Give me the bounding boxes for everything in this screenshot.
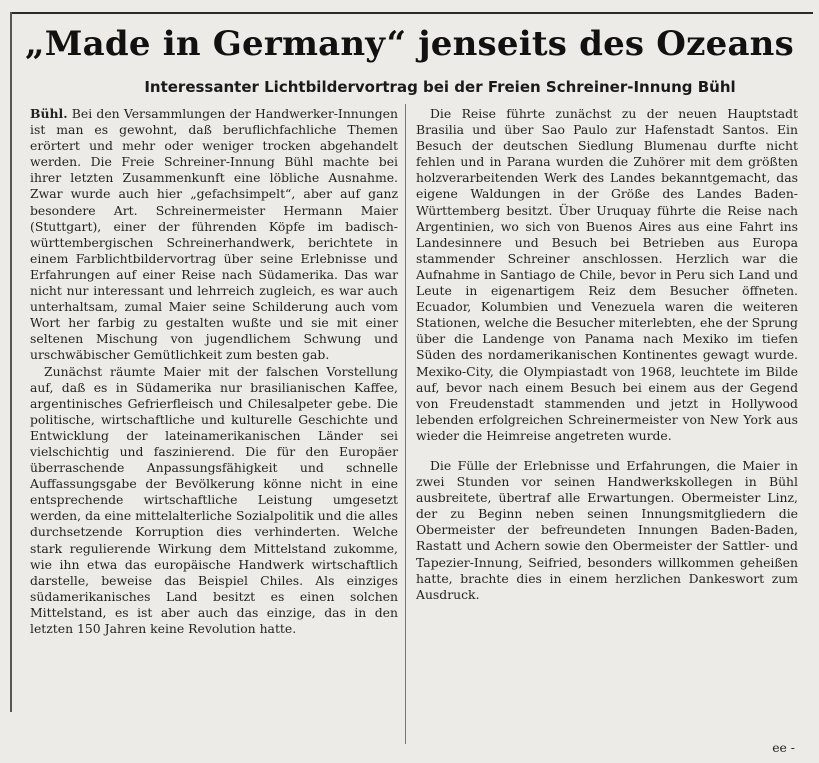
left-paragraph-1-text: Bei den Versammlungen der Handwerker-Innungen ist man es gewohnt, daß beruflichfachliche Themen erörtert und mehr oder weniger trocken abgehandelt werden. Die Freie Schreiner-Innung Bühl machte bei ihrer letzten Zusammenkunft eine löbliche Ausnahme. Zwar wurde auch hier „gefachsimpelt“, aber auf ganz besondere Art. Schreinermeister Hermann Maier (Stuttgart), einer der führenden Köpfe im badisch-württembergischen Schreinerhandwerk, berichtete in einem Farblichtbildervortrag über seine Erlebnisse und Erfahrungen auf einer Reise nach Südamerika. Das war nicht nur interessant und lehrreich zugleich, es war auch unterhaltsam, zumal Maier seine Schilderung auch vom Wort her farbig zu gestalten wußte und sie mit einer seltenen Mischung von jugendlichem Schwung und urschwäbischer Gemütlichkeit zum besten gab. <box>30 106 398 363</box>
top-rule <box>10 12 813 14</box>
left-column <box>30 106 398 637</box>
right-paragraph-2: Die Fülle der Erlebnisse und Erfahrungen, die Maier in zwei Stunden vor seinen Handwerkskollegen in Bühl ausbreitete, übertraf alle Erwartungen. Obermeister Linz, der zu Beginn neben seinen Innungsmitgliedern die Obermeister der befreundeten Innungen Baden-Baden, Rastatt und Achern sowie den Obermeister der Sattler- und Tapezier-Innung, Seifried, besonders willkommen geheißen hatte, brachte dies in einem herzlichen Dankeswort zum Ausdruck. <box>416 457 798 602</box>
headline: „Made in Germany“ jenseits des Ozeans <box>25 24 794 64</box>
subheadline: Interessanter Lichtbildervortrag bei der Freien Schreiner-Innung Bühl <box>144 78 736 96</box>
column-divider <box>405 104 406 744</box>
right-paragraph-1: Die Reise führte zunächst zu der neuen Hauptstadt Brasilia und über Sao Paulo zur Hafenstadt Santos. Ein Besuch der deutschen Siedlung Blumenau durfte nicht fehlen und in Parana wurden die Zuhörer mit dem größten holzverarbeitenden Werk des Landes bekanntgemacht, das eigene Waldungen in der Größe des Landes Baden-Württemberg besitzt. Über Uruquay führte die Reise nach Argentinien, wo sich von Buenos Aires aus eine Fahrt ins Landesinnere und Besuch bei Betrieben aus Europa stammender Schreiner anschlossen. Herzlich war die Aufnahme in Santiago de Chile, bevor in Peru sich Land und Leute in eigenartigem Reiz dem Besucher öffneten. Ecuador, Kolumbien und Venezuela waren die weiteren Stationen, welche die Besucher miterlebten, ehe der Sprung über die Landenge von Panama nach Mexiko im tiefen Süden des nordamerikanischen Kontinentes gewagt wurde. Mexiko-City, die Olympiastadt von 1968, leuchtete im Bilde auf, bevor nach einem Besuch bei einem aus der Gegend von Freudenstadt stammenden und jetzt in Hollywood lebenden erfolgreichen Schreinermeister von New York aus wieder die Heimreise angetreten wurde. <box>416 106 798 443</box>
left-paragraph-2: Zunächst räumte Maier mit der falschen Vorstellung auf, daß es in Südamerika nur brasilianischen Kaffee, argentinisches Gefrierfleisch und Chilesalpeter gebe. Die politische, wirtschaftliche und kulturelle Geschichte und Entwicklung der lateinamerikanischen Länder sei vielschichtig und faszinierend. Die für den Europäer überraschende Anpassungsfähigkeit und schnelle Auffassungsgabe der Bevölkerung könne nicht in eine entsprechende wirtschaftliche Leistung umgesetzt werden, da eine mittelalterliche Sozialpolitik und die alles durchsetzende Korruption dies verhinderten. Welche stark regulierende Wirkung dem Mittelstand zukomme, wie ihn etwa das europäische Handwerk wirtschaftlich darstelle, beweise das Beispiel Chiles. Als einziges südamerikanisches Land besitzt es einen solchen Mittelstand, es ist aber auch das einzige, das in den letzten 150 Jahren keine Revolution hatte. <box>30 363 398 636</box>
dateline: Bühl. <box>30 106 68 121</box>
author-signature: ee - <box>772 740 795 755</box>
left-rule <box>10 12 12 712</box>
right-column <box>416 106 798 603</box>
left-paragraph-1 <box>30 106 398 364</box>
